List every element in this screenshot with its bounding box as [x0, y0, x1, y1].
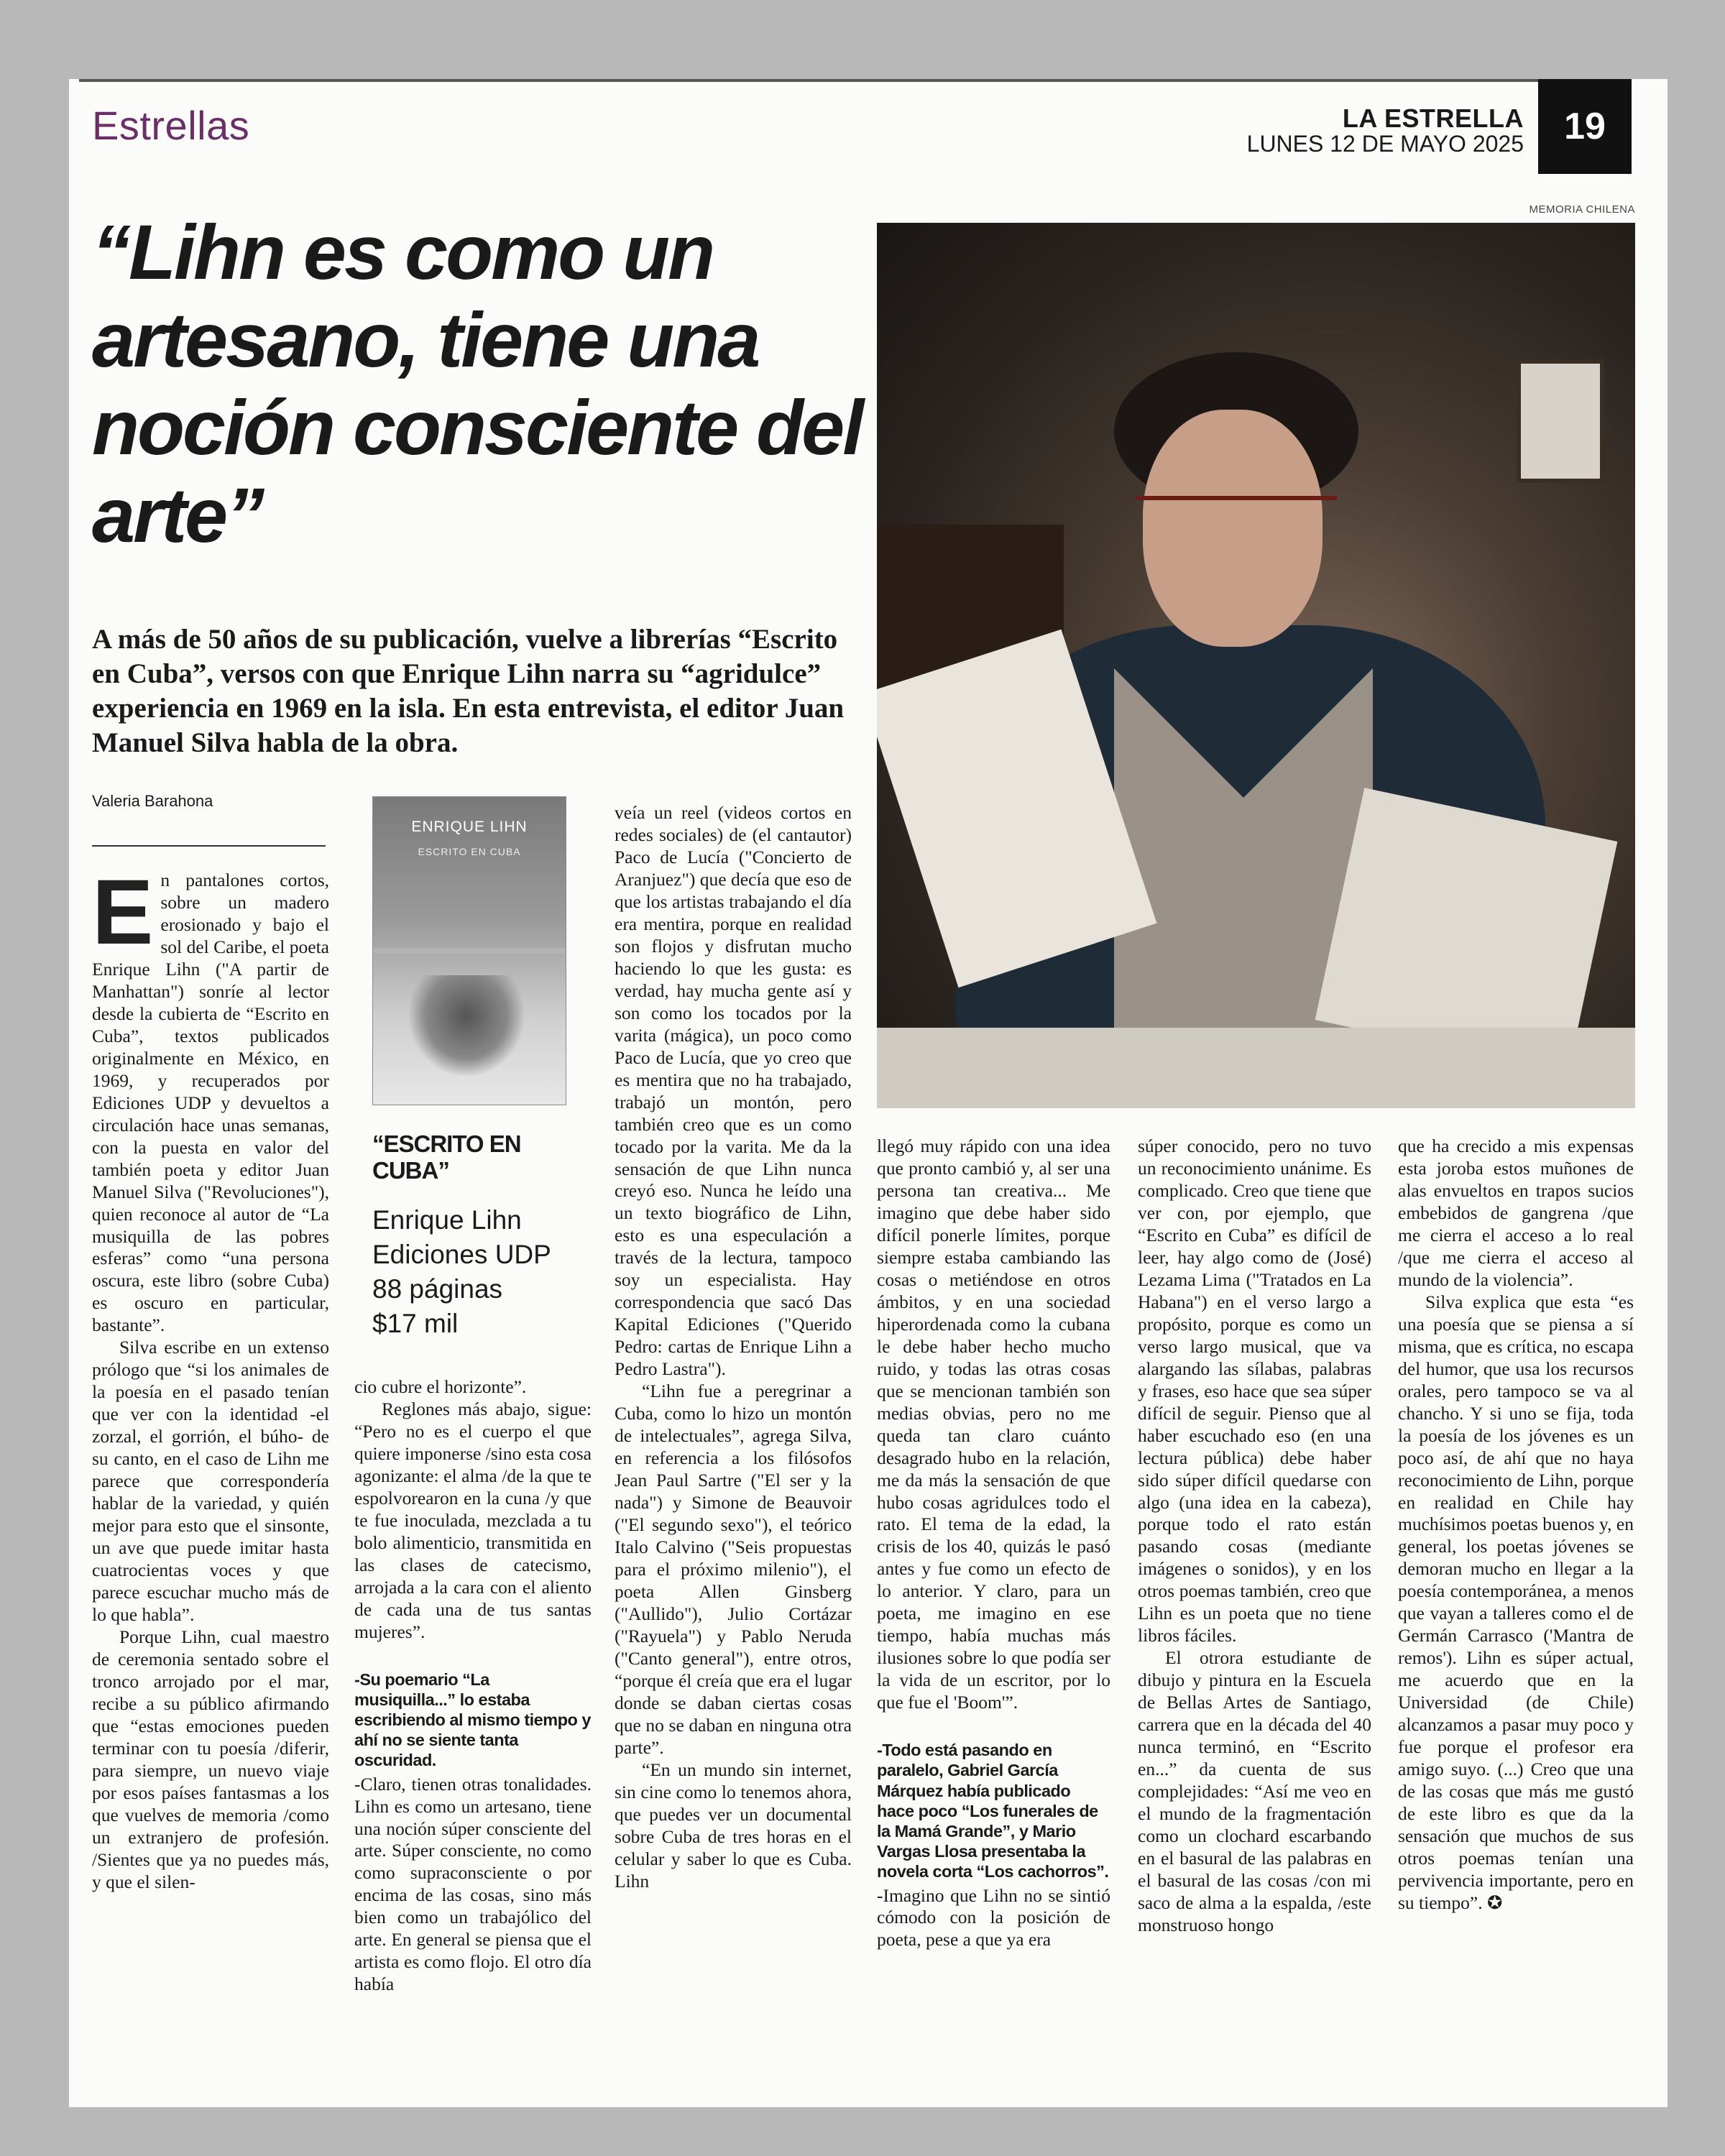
paragraph: El otrora estudiante de dibujo y pintura en la Escuela de Bellas Artes de Santiago, carrera que en la década del 40 nunca terminó, en “Escrito en...” da cuenta de sus complejidades: “Así me veo en el mundo de la fragmentación como un clochard escarbando en el basural de las palabras en el basural de las cosas /con mi saco de alma a la espalda, /este monstruoso hongo [1138, 1647, 1371, 1935]
paragraph: -Imagino que Lihn no se sintió cómodo con la posición de poeta, pese a que ya era [877, 1884, 1110, 1950]
byline-rule [92, 845, 326, 847]
cover-author: ENRIQUE LIHN [411, 819, 528, 835]
book-cover [372, 796, 566, 1105]
paragraph: cio cubre el horizonte”. [354, 1376, 527, 1397]
lead-paragraph [92, 861, 329, 1337]
book-pages: 88 páginas [372, 1274, 503, 1304]
book-info-box [354, 796, 602, 1341]
book-price: $17 mil [372, 1309, 459, 1339]
paragraph: veía un reel (videos cortos en redes sociales) de (el cantautor) Paco de Lucía ("Concierto de Aranjuez") que decía que eso de que los artistas trabajando el día era mentira, porque en realidad son flojos y disfrutan mucho haciendo lo que les gusta: es verdad, hay mucha gente así y son como los tocados por la varita (mágica), un poco como Paco de Lucía, que yo creo que es mentira que no ha trabajado, trabajó un montón, pero también creo que es un como tocado por la varita. Me da la sensación de que Lihn nunca creyó eso. Nunca he leído una un texto biográfico de Lihn, esto es una especulación a través de la lectura, tampoco soy un especialista. Hay correspondencia que sacó Das Kapital Ediciones ("Querido Pedro: cartas de Enrique Lihn a Pedro Lastra"). [615, 802, 852, 1380]
article-column-4 [877, 1135, 1110, 1951]
paragraph: Silva escribe en un extenso prólogo que “si los animales de la poesía en el pasado tenían que ver con la identidad -el zorzal, el gorrión, el búho- de su canto, en el caso de Lihn me parece que correspondería hablar de la variedad, y quién mejor para esto que el sinsonte, un ave que puede imitar hasta cuatrocientas voces y que parece escuchar mucho más de lo que habla”. [92, 1337, 329, 1625]
paragraph: Porque Lihn, cual maestro de ceremonia sentado sobre el tronco arrojado por el mar, recibe a su público afirmando que “estas emociones pueden terminar con tu poesía /diferir, para siempre, un nuevo viaje por esos países fantasmas a los que vuelves de memoria /como un extranjero de profesión. /Sientes que ya no puedes más, y que el silen- [92, 1626, 329, 1892]
issue-date: LUNES 12 DE MAYO 2025 [1246, 130, 1524, 157]
article-column-3 [615, 802, 852, 1892]
photo-credit: MEMORIA CHILENA [1529, 203, 1635, 216]
paragraph: súper conocido, pero no tuvo un reconocimiento unánime. Es complicado. Creo que tiene que ver con, por ejemplo, que “Escrito en Cuba” es difícil de leer, hay algo como de (José) Lezama Lima ("Tratados en La Habana") en el verso largo a propósito, porque es como un verso largo musical, que va alargando las sílabas, palabras y frases, eso hace que sea súper difícil de seguir. Pienso que al haber escuchado eso (en una lectura pública) debe haber sido súper difícil quedarse con algo (una idea en la cabeza), porque todo el rato están pasando cosas (mediante imágenes o sonidos), y en los otros poemas también, creo que Lihn es un poeta que no tiene libros fáciles. [1138, 1135, 1371, 1646]
masthead [1222, 105, 1524, 156]
article-column-2 [354, 1376, 592, 1996]
lead-text: n pantalones cortos, sobre un madero erosionado y bajo el sol del Caribe, el poeta Enrique Lihn ("A partir de Manhattan") sonríe al lector desde la cubierta de “Escrito en Cuba”, textos publicados originalmente en México, en 1969, y recuperados por Ediciones UDP y devueltos a circulación hace unas semanas, con la puesta en valor del también poeta y editor Juan Manuel Silva ("Revoluciones"), quien reconoce al autor de “La musiquilla de las pobres esferas” como “una persona oscura, este libro (sobre Cuba) es oscuro en particular, bastante”. [92, 870, 329, 1336]
cover-horizon [373, 948, 566, 954]
book-publisher: Ediciones UDP [372, 1240, 551, 1269]
photo-frame [1517, 359, 1604, 483]
deck: A más de 50 años de su publicación, vuelve a librerías “Escrito en Cuba”, versos con que Enrique Lihn narra su “agridulce” experiencia en 1969 en la isla. En esta entrevista, el editor Juan Manuel Silva habla de la obra. [92, 624, 845, 758]
section-label: Estrellas [92, 103, 250, 148]
page-number: 19 [1538, 79, 1632, 174]
interview-question: -Su poemario “La musiquilla...” lo estaba escribiendo al mismo tiempo y ahí no se siente tanta oscuridad. [354, 1669, 591, 1770]
paragraph: llegó muy rápido con una idea que pronto cambió y, al ser una persona tan creativa... Me imagino que debe haber sido difícil ponerle límites, porque siempre estaba cambiando las cosas o metiéndose en otros ámbitos, y en una sociedad hiperordenada como la cubana le debe haber hecho mucho ruido, y todas las otras cosas que se mencionan también son medias obvias, pero no me queda tan claro cuánto desagrado hubo en la relación, me da más la sensación de que hubo cosas agridulces todo el rato. El tema de la edad, la crisis de los 40, quizás le pasó antes y fue como un efecto de lo anterior. Y claro, para un poeta, me imagino en ese tiempo, había muchas más ilusiones sobre lo que podía ser la vida de un escritor, por lo que fue el 'Boom'”. [877, 1135, 1110, 1713]
paragraph: “En un mundo sin internet, sin cine como lo tenemos ahora, que puedes ver un documental sobre Cuba de tres horas en el celular y saber lo que es Cuba. Lihn [615, 1759, 852, 1892]
paragraph: Reglones más abajo, sigue: “Pero no es el cuerpo el que quiere imponerse /sino esta cosa agonizante: el alma /de la que te espolvorearon en la cuna /y que te fue inoculada, mezclada a tu bolo alimenticio, transmitida en las clases de catecismo, arrojada a la cara con el aliento de cada una de tus santas mujeres”. [354, 1398, 592, 1642]
photo-table [877, 1028, 1635, 1108]
paragraph: “Lihn fue a peregrinar a Cuba, como lo hizo un montón de intelectuales”, agrega Silva, en referencia a los filósofos Jean Paul Sartre ("El ser y la nada") y Simone de Beauvoir ("El segundo sexo"), el teórico Italo Calvino ("Seis propuestas para el próximo milenio"), el poeta Allen Ginsberg ("Aullido"), Julio Cortázar ("Rayuela") y Pablo Neruda ("Canto general"), entre otros, “porque él creía que era el lugar donde se daban ciertas cosas que no se daban en ninguna otra parte”. [615, 1381, 852, 1758]
cover-figure [409, 975, 524, 1076]
book-title: “ESCRITO EN CUBA” [372, 1130, 521, 1184]
lihn-photo [877, 223, 1635, 1108]
article-column-5 [1138, 1135, 1371, 1937]
header-rule [79, 79, 1538, 82]
article-column-6 [1398, 1135, 1634, 1915]
cover-title: ESCRITO EN CUBA [418, 846, 521, 857]
paragraph: -Claro, tienen otras tonalidades. Lihn es como un artesano, tiene una noción súper consciente del arte. Súper consciente, no como como supraconsciente o por encima de las cosas, sino más bien como un trabajólico del arte. En general se piensa que el artista es como flojo. El otro día había [354, 1773, 592, 1995]
drop-cap: E [92, 861, 154, 964]
paragraph: que ha crecido a mis expensas esta joroba estos muñones de alas envueltos en trapos sucios embebidos de gangrena /que me cierra el acceso a lo real /que me cierra el acceso al mundo de la violencia”. [1398, 1135, 1634, 1290]
book-author: Enrique Lihn [372, 1204, 522, 1235]
paper-name: LA ESTRELLA [1342, 103, 1524, 133]
byline: Valeria Barahona [92, 792, 213, 810]
interview-question: -Todo está pasando en paralelo, Gabriel García Márquez había publicado hace poco “Los funerales de la Mamá Grande”, y Mario Vargas Llosa presentaba la novela corta “Los cachorros”. [877, 1741, 1109, 1881]
photo-glasses [1136, 496, 1337, 543]
paragraph: Silva explica que esta “es una poesía que se piensa a sí misma, que es crítica, no escapa del humor, que usa los recursos orales, pero tampoco se va al chancho. Y si uno se fija, toda la poesía de los jóvenes es un poco así, de ahí que no haya reconocimiento de Lihn, porque en realidad en Chile hay muchísimos poetas buenos y, en general, los poetas jóvenes se demoran mucho en llegar a la poesía contemporánea, a menos que vayan a talleres como el de Germán Carrasco ('Mantra de remos'). Lihn es súper actual, me acuerdo que en la Universidad (de Chile) alcanzamos a pasar muy poco y fue porque el profesor era amigo suyo. (...) Creo que una de las cosas que más me gustó de este libro es que da la sensación que muchos de sus otros poemas tenían una pervivencia importante, pero en su tiempo”. ✪ [1398, 1291, 1634, 1913]
article-column-1 [92, 861, 329, 1894]
book-details [372, 1203, 602, 1341]
headline: “Lihn es como un artesano, tiene una noción consciente del arte” [92, 208, 862, 559]
